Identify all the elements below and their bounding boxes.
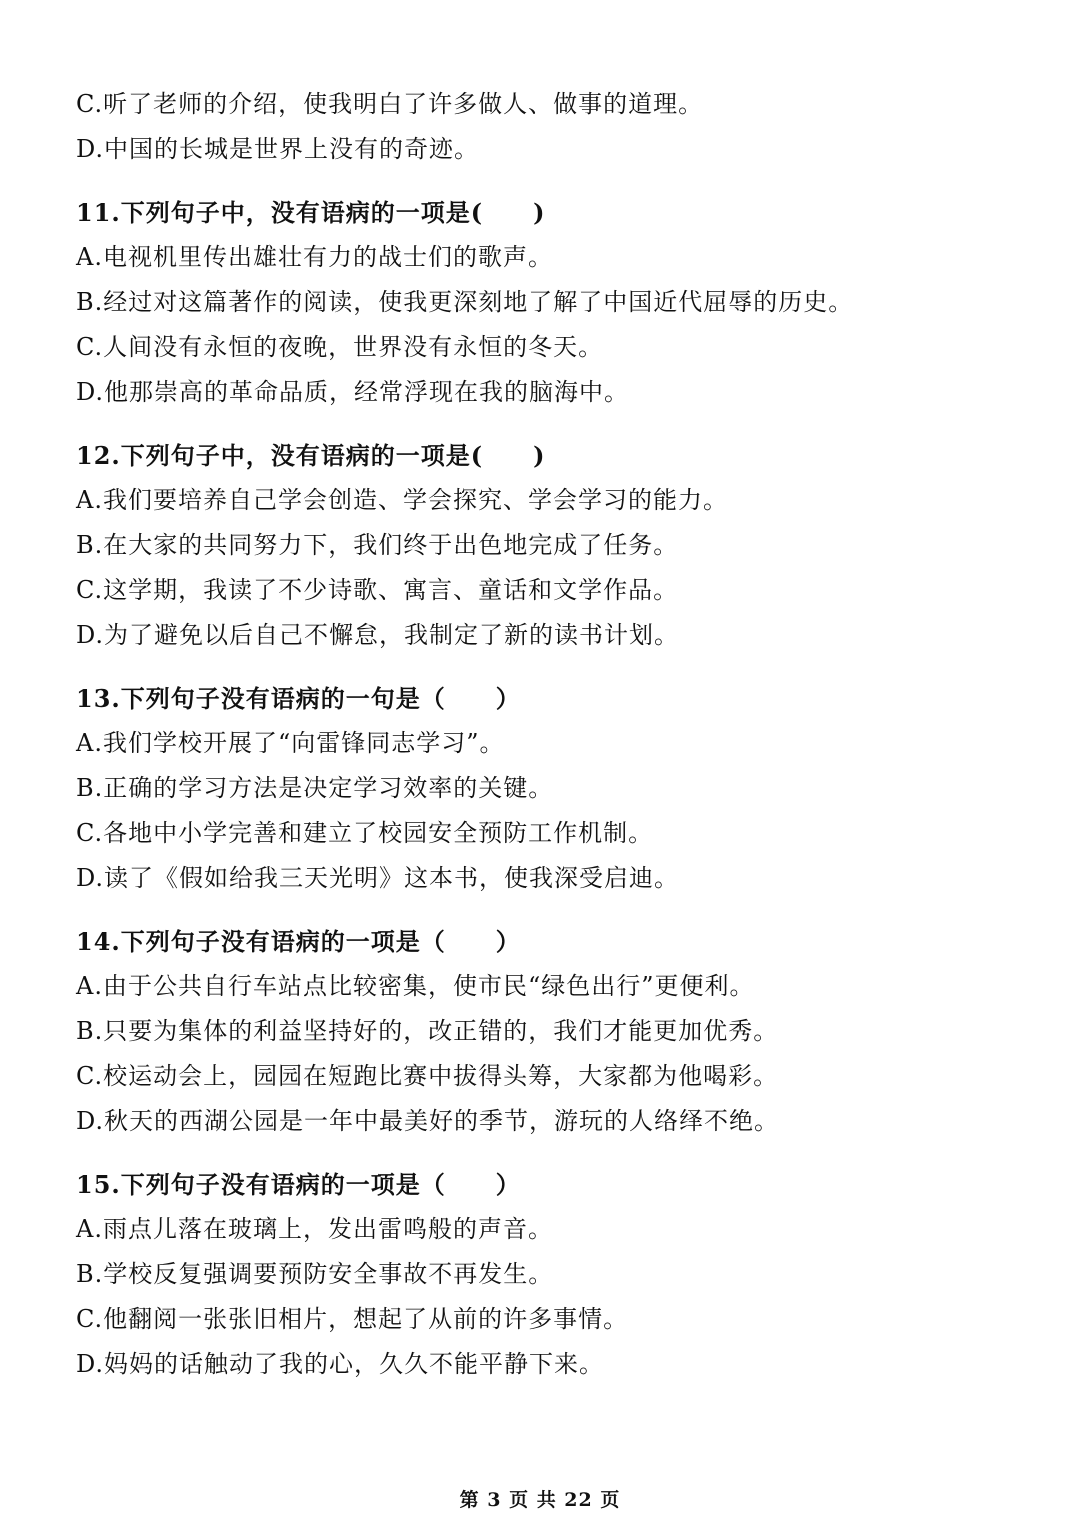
option-a: A.雨点儿落在玻璃上，发出雷鸣般的声音。 [76, 1215, 553, 1243]
option-a: A.由于公共自行车站点比较密集，使市民“绿色出行”更便利。 [76, 972, 755, 1000]
option-a: A.我们要培养自己学会创造、学会探究、学会学习的能力。 [76, 486, 728, 514]
option-c: C.他翻阅一张张旧相片，想起了从前的许多事情。 [76, 1305, 629, 1333]
option-d: D.秋天的西湖公园是一年中最美好的季节，游玩的人络绎不绝。 [76, 1107, 780, 1135]
option-a: A.我们学校开展了“向雷锋同志学习”。 [76, 729, 505, 757]
question-title: 14.下列句子没有语病的一项是（ ） [76, 927, 521, 956]
option-c: C.各地中小学完善和建立了校园安全预防工作机制。 [76, 819, 654, 847]
question-title: 11.下列句子中，没有语病的一项是( ) [76, 198, 546, 227]
question-14 [76, 919, 1026, 1144]
question-title: 13.下列句子没有语病的一句是（ ） [76, 684, 521, 713]
preceding-options [76, 82, 1026, 172]
option-d: D.他那崇高的革命品质，经常浮现在我的脑海中。 [76, 378, 630, 406]
option-b: B.经过对这篇著作的阅读，使我更深刻地了解了中国近代屈辱的历史。 [76, 288, 854, 316]
question-title: 15.下列句子没有语病的一项是（ ） [76, 1170, 521, 1199]
page-number-footer: 第 3 页 共 22 页 [459, 1489, 621, 1511]
option-c: C.听了老师的介绍，使我明白了许多做人、做事的道理。 [76, 90, 704, 118]
question-13 [76, 676, 1026, 901]
option-d: D.妈妈的话触动了我的心，久久不能平静下来。 [76, 1350, 605, 1378]
option-c: C.这学期，我读了不少诗歌、寓言、童话和文学作品。 [76, 576, 679, 604]
option-b: B.在大家的共同努力下，我们终于出色地完成了任务。 [76, 531, 679, 559]
question-11 [76, 190, 1026, 415]
question-12 [76, 433, 1026, 658]
option-a: A.电视机里传出雄壮有力的战士们的歌声。 [76, 243, 553, 271]
option-d: D.为了避免以后自己不懈怠，我制定了新的读书计划。 [76, 621, 680, 649]
option-d: D.中国的长城是世界上没有的奇迹。 [76, 135, 480, 163]
option-d: D.读了《假如给我三天光明》这本书，使我深受启迪。 [76, 864, 680, 892]
question-15 [76, 1162, 1026, 1387]
option-b: B.正确的学习方法是决定学习效率的关键。 [76, 774, 554, 802]
option-b: B.学校反复强调要预防安全事故不再发生。 [76, 1260, 554, 1288]
option-b: B.只要为集体的利益坚持好的，改正错的，我们才能更加优秀。 [76, 1017, 779, 1045]
option-c: C.校运动会上，园园在短跑比赛中拔得头筹，大家都为他喝彩。 [76, 1062, 779, 1090]
question-title: 12.下列句子中，没有语病的一项是( ) [76, 441, 546, 470]
document-page [76, 82, 1026, 1387]
option-c: C.人间没有永恒的夜晚，世界没有永恒的冬天。 [76, 333, 604, 361]
